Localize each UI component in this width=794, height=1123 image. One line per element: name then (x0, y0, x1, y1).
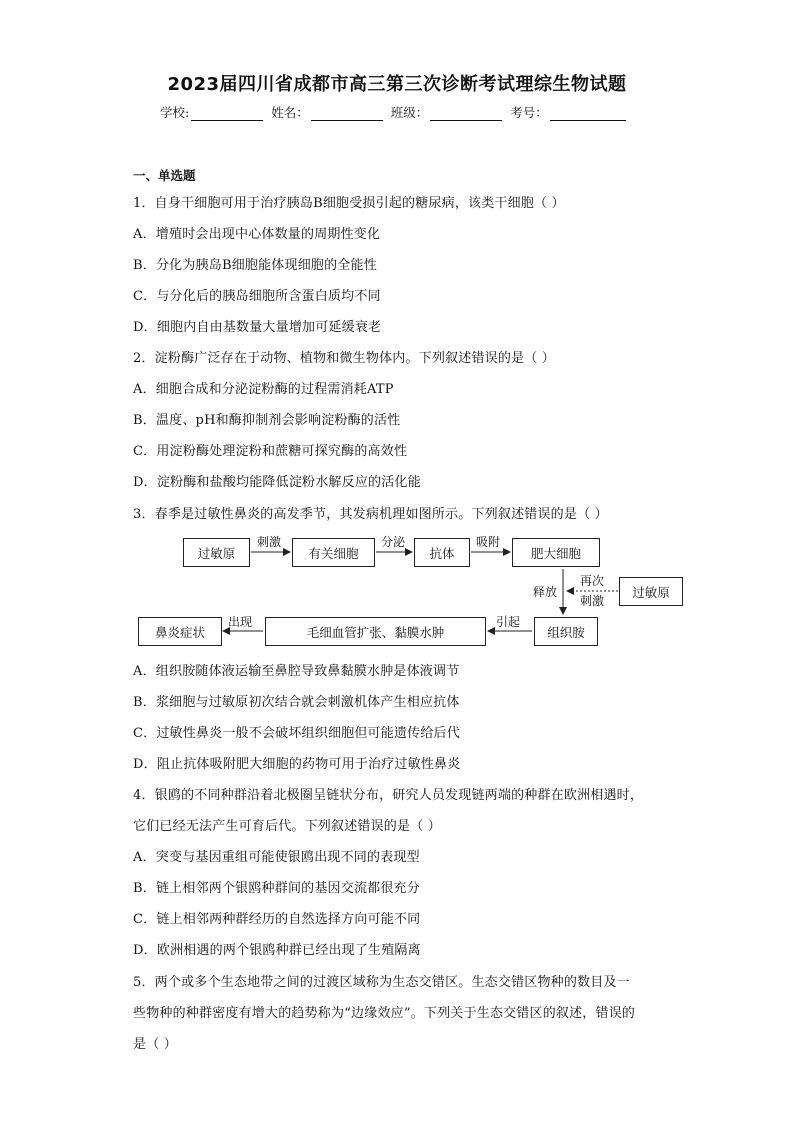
school-label: 学校: (160, 105, 190, 120)
question-2-option-c: C．用淀粉酶处理淀粉和蔗糖可探究酶的高效性 (133, 444, 408, 459)
label-release: 释放 (533, 585, 558, 599)
label-appear: 出现 (228, 615, 253, 629)
box-antibody: 抗体 (414, 538, 470, 567)
question-1-option-a: A．增殖时会出现中心体数量的周期性变化 (133, 227, 381, 242)
question-4-option-a: A．突变与基因重组可能使银鸥出现不同的表现型 (133, 850, 420, 865)
question-4-option-d: D．欧洲相遇的两个银鸥种群已经出现了生殖隔离 (133, 943, 421, 958)
box-related-cells: 有关细胞 (292, 538, 375, 567)
label-stimulate: 刺激 (257, 535, 282, 549)
question-4-stem-line-2: 它们已经无法产生可育后代。下列叙述错误的是（ ） (133, 819, 441, 834)
question-1-option-d: D．细胞内自由基数量大量增加可延缓衰老 (133, 320, 382, 335)
student-info-row (160, 103, 634, 121)
box-allergen: 过敏原 (183, 538, 250, 567)
question-5-stem-line-1: 5．两个或多个生态地带之间的过渡区域称为生态交错区。生态交错区物种的数目及一 (133, 975, 630, 990)
number-blank (550, 107, 626, 121)
box-mast-cell: 肥大细胞 (512, 538, 600, 567)
question-4-stem-line-1: 4．银鸥的不同种群沿着北极圈呈链状分布，研究人员发现链两端的种群在欧洲相遇时， (133, 788, 644, 803)
question-5-stem-line-2: 些物种的种群密度有增大的趋势称为“边缘效应”。下列关于生态交错区的叙述，错误的 (133, 1006, 636, 1021)
school-blank (191, 107, 263, 121)
label-secrete: 分泌 (381, 535, 406, 549)
label-adsorb: 吸附 (476, 535, 501, 549)
box-rhinitis-symptoms: 鼻炎症状 (138, 617, 222, 646)
question-3-stem: 3．春季是过敏性鼻炎的高发季节，其发病机理如图所示。下列叙述错误的是（ ） (133, 507, 608, 522)
question-2-option-d: D．淀粉酶和盐酸均能降低淀粉水解反应的活化能 (133, 475, 421, 490)
question-1-option-c: C．与分化后的胰岛细胞所含蛋白质均不同 (133, 289, 381, 304)
question-3-option-b: B．浆细胞与过敏原初次结合就会刺激机体产生相应抗体 (133, 695, 460, 710)
question-2-stem: 2．淀粉酶广泛存在于动物、植物和微生物体内。下列叙述错误的是（ ） (133, 351, 556, 366)
box-capillary-dilation: 毛细血管扩张、黏膜水肿 (265, 617, 486, 646)
question-5-stem-line-3: 是（ ） (133, 1037, 177, 1052)
page-title: 2023届四川省成都市高三第三次诊断考试理综生物试题 (167, 74, 627, 95)
allergy-mechanism-diagram (133, 532, 693, 650)
question-4-option-b: B．链上相邻两个银鸥种群间的基因交流都很充分 (133, 881, 420, 896)
class-label: 班级： (390, 105, 429, 120)
class-blank (430, 107, 502, 121)
question-4-option-c: C．链上相邻两种群经历的自然选择方向可能不同 (133, 912, 421, 927)
name-label: 姓名： (271, 105, 309, 120)
question-1-stem: 1．自身干细胞可用于治疗胰岛B细胞受损引起的糖尿病，该类干细胞（ ） (133, 196, 565, 211)
question-2-option-a: A．细胞合成和分泌淀粉酶的过程需消耗ATP (133, 382, 394, 397)
question-1-option-b: B．分化为胰岛B细胞能体现细胞的全能性 (133, 258, 377, 273)
section-heading: 一、单选题 (133, 168, 196, 183)
question-3-option-d: D．阻止抗体吸附肥大细胞的药物可用于治疗过敏性鼻炎 (133, 757, 461, 772)
box-histamine: 组织胺 (534, 617, 598, 646)
question-2-option-b: B．温度、pH和酶抑制剂会影响淀粉酶的活性 (133, 413, 401, 428)
box-allergen-again: 过敏原 (619, 577, 683, 606)
label-cause: 引起 (496, 615, 521, 629)
number-label: 考号： (510, 105, 548, 120)
label-again: 再次 (580, 574, 605, 588)
question-3-option-c: C．过敏性鼻炎一般不会破坏组织细胞但可能遗传给后代 (133, 726, 460, 741)
question-3-option-a: A．组织胺随体液运输至鼻腔导致鼻黏膜水肿是体液调节 (133, 664, 460, 679)
name-blank (311, 107, 383, 121)
label-restimulate: 刺激 (580, 594, 605, 608)
